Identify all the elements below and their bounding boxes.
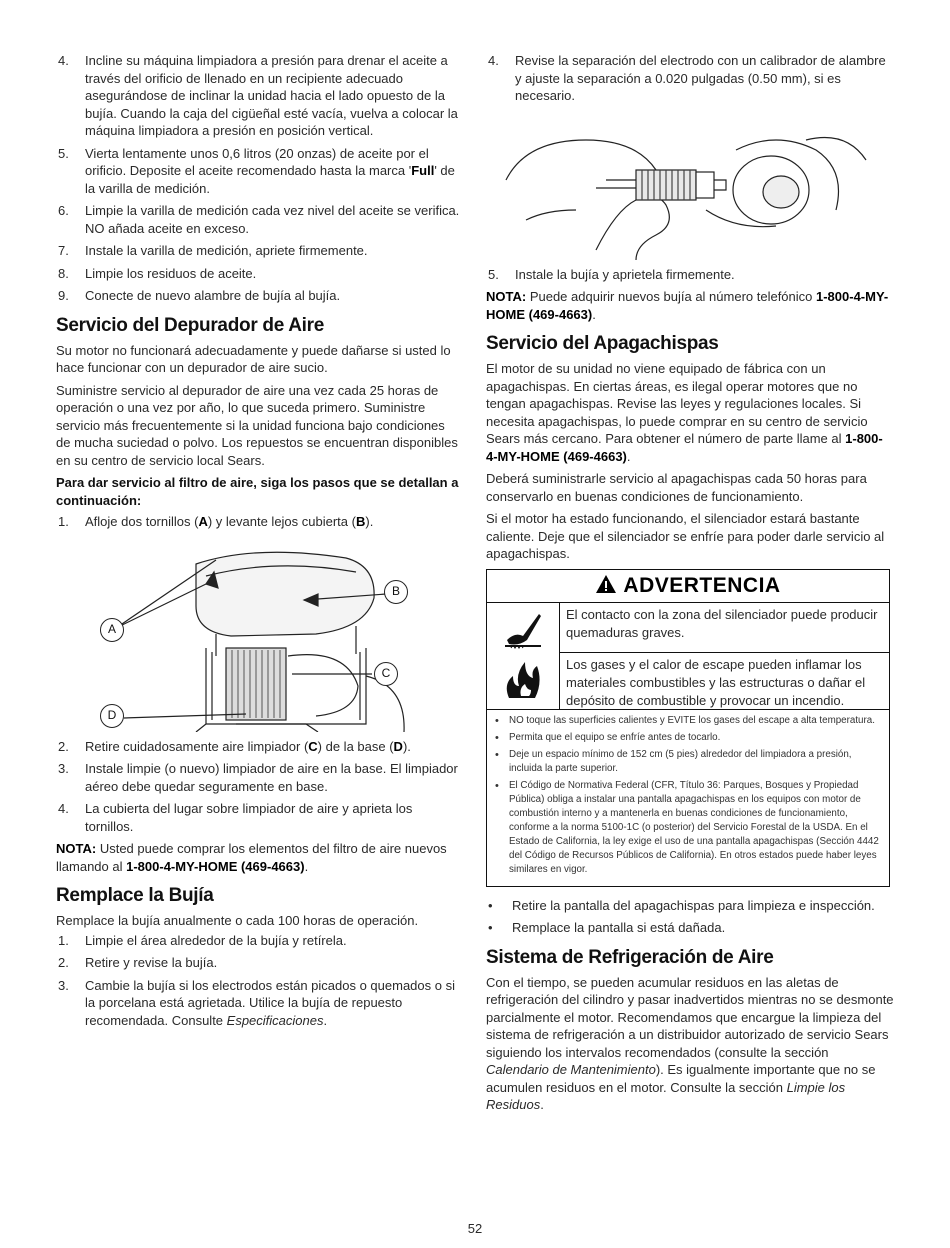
oil-steps-list <box>56 52 460 305</box>
list-item: 4. La cubierta del lugar sobre limpiador de aire y aprieta los tornillos. <box>58 801 413 834</box>
spark-plug-heading: Remplace la Bujía <box>56 885 214 906</box>
warning-icons <box>487 603 559 709</box>
warning-text-1: El contacto con la zona del silenciador puede producir quemaduras graves. <box>560 603 889 653</box>
callout-c: C <box>374 662 398 686</box>
spark-arrester-heading: Servicio del Apagachispas <box>486 333 719 354</box>
list-item: 4. Revise la separación del electrodo con un calibrador de alambre y ajuste la separación a 0.020 pulgadas (0.50 mm), si es necesario. <box>488 53 886 103</box>
list-item: 1. Limpie el área alrededor de la bujía y retírela. <box>58 932 347 948</box>
spark-arrester-p1: El motor de su unidad no viene equipado de fábrica con un apagachispas. En ciertas áreas, es ilegal operar motores que no tengan apagachispas. Revise las leyes y regulaciones locales. Si necesita apagachispas, lo puede comprar en su centro de servicio Sears más cercano. Para obtener el número de parte llame al 1-800-4-MY-HOME (469-4663). <box>486 361 883 464</box>
warning-texts <box>559 603 889 709</box>
hot-surface-icon <box>487 603 559 653</box>
page-number: 52 <box>467 1221 483 1236</box>
warning-bullets <box>487 710 889 886</box>
spark-arrester-p2: Deberá suministrarle servicio al apagachispas cada 50 horas para conservarlo en buenas condiciones de funcionamiento. <box>486 471 867 504</box>
left-column <box>56 52 460 1034</box>
air-cleaner-heading: Servicio del Depurador de Aire <box>56 314 324 336</box>
callout-a: A <box>100 618 124 642</box>
fire-icon <box>487 653 559 703</box>
spark-plug-figure <box>486 110 894 260</box>
list-item: • Retire la pantalla del apagachispas para limpieza e inspección. <box>486 897 894 915</box>
warning-box <box>486 569 890 887</box>
gap-step-list <box>486 52 894 105</box>
right-column <box>486 52 894 1119</box>
install-step-list <box>486 266 894 284</box>
warning-triangle-icon <box>595 574 617 597</box>
air-cleaner-step1-list <box>56 513 460 531</box>
list-item: 3. Cambie la bujía si los electrodos están picados o quemados o si la porcelana está agrietada. Utilice la bujía de repuesto recomendada. Consulte Especificaciones. <box>58 977 455 1028</box>
cooling-heading: Sistema de Refrigeración de Aire <box>486 946 774 968</box>
cooling-paragraph: Con el tiempo, se pueden acumular residuos en las aletas de refrigeración del cilindro y pasar inadvertidos mientras no se desmonte parcialmente el motor. Recomendamos que encargue la limpieza del sistema de refrigeración a un distribuidor autorizado de servicio Sears siguiendo los intervalos recomendados (consulte la sección Calendario de Mantenimiento). Es igualmente importante que no se acumulen residuos en el motor. Consulte la sección Limpie los Residuos. <box>486 974 894 1112</box>
spark-plug-gap-illustration <box>486 110 894 260</box>
air-cleaner-note: NOTA: Usted puede comprar los elementos del filtro de aire nuevos llamando al 1-800-4-MY-HOME (469-4663). <box>56 841 447 874</box>
list-item: 8. Limpie los residuos de aceite. <box>58 265 257 281</box>
air-cleaner-p1: Su motor no funcionará adecuadamente y puede dañarse si usted lo hace funcionar con un depurador de aire sucio. <box>56 342 451 375</box>
list-item: • Permita que el equipo se enfríe antes de tocarlo. <box>495 731 881 745</box>
list-item: • Remplace la pantalla si está dañada. <box>486 919 894 937</box>
spark-plug-note: NOTA: Puede adquirir nuevos bujía al número telefónico 1-800-4-MY-HOME (469-4663). <box>486 289 889 322</box>
spark-plug-intro: Remplace la bujía anualmente o cada 100 horas de operación. <box>56 913 419 928</box>
air-cleaner-steps-list <box>56 738 460 836</box>
air-cleaner-figure <box>56 536 460 732</box>
spark-arrester-p3: Si el motor ha estado funcionando, el silenciador estará bastante caliente. Deje que el silenciador se enfríe para poder darle servicio al apagachispas. <box>486 511 885 561</box>
callout-d: D <box>100 704 124 728</box>
air-cleaner-lead: Para dar servicio al filtro de aire, siga los pasos que se detallan a continuación: <box>56 475 459 508</box>
list-item: 2. Retire y revise la bujía. <box>58 955 218 970</box>
list-item: 1. Afloje dos tornillos (A) y levante lejos cubierta (B). <box>58 514 374 529</box>
list-item: 5. Vierta lentamente unos 0,6 litros (20 onzas) de aceite por el orificio. Deposite el aceite recomendado hasta la marca 'Full' de la varilla de medición. <box>58 145 455 196</box>
air-cleaner-p2: Suministre servicio al depurador de aire una vez cada 25 horas de operación o una vez por año, lo que suceda primero. Suministre servicio más frecuentemente si la unidad funciona bajo condiciones de mucha suciedad o polvo. Los repuestos se encuentran disponibles en su centro de servicio local Sears. <box>56 382 458 468</box>
list-item: 6. Limpie la varilla de medición cada vez nivel del aceite se verifica. NO añada aceite en exceso. <box>58 203 460 236</box>
list-item: • Deje un espacio mínimo de 152 cm (5 pies) alrededor del limpiadora a presión, incluida la parte superior. <box>495 748 881 776</box>
warning-text-2: Los gases y el calor de escape pueden inflamar los materiales combustibles y las estructuras o dañar el depósito de combustible y provocar un incendio. <box>566 656 866 708</box>
warning-top <box>487 603 889 710</box>
list-item: 3. Instale limpie (o nuevo) limpiador de aire en la base. El limpiador aéreo debe quedar seguramente en base. <box>58 761 458 794</box>
list-item: 5. Instale la bujía y aprietela firmemente. <box>488 266 735 282</box>
warning-header <box>487 570 889 603</box>
arrester-screen-list <box>486 897 894 937</box>
warning-title: ADVERTENCIA <box>623 573 781 597</box>
spark-plug-steps-list <box>56 932 460 1030</box>
list-item: 2. Retire cuidadosamente aire limpiador (C) de la base (D). <box>58 738 411 754</box>
list-item: 9. Conecte de nuevo alambre de bujía al bujía. <box>58 288 341 303</box>
list-item: 4. Incline su máquina limpiadora a presión para drenar el aceite a través del orificio de llenado en un recipiente adecuado asegurándose de inclinar la unidad hacia el lado opuesto de la bujía. Cuando la caja del cigüeñal esté vacía, vuelva a colocar la máquina limpiadora a presión en posición vertical. <box>58 53 458 138</box>
list-item: • El Código de Normativa Federal (CFR, Título 36: Parques, Bosques y Propiedad Pública) obliga a instalar una pantalla apagachispas en los equipos con motor de combustión interno y a mantenerla en buenas condiciones de funcionamiento, conforme a la norma 5100-1C (o posterior) del Servicio Forestal de la USDA. En el Estado de California, la ley exige el uso de una pantalla apagachispas (Sección 4442 del Código de Recursos Públicos de California). En otros estados puede haber leyes similares en vigor. <box>495 779 881 877</box>
list-item: • NO toque las superficies calientes y EVITE los gases del escape a alta temperatura. <box>495 714 881 728</box>
list-item: 7. Instale la varilla de medición, apriete firmemente. <box>58 243 368 258</box>
callout-b: B <box>384 580 408 604</box>
